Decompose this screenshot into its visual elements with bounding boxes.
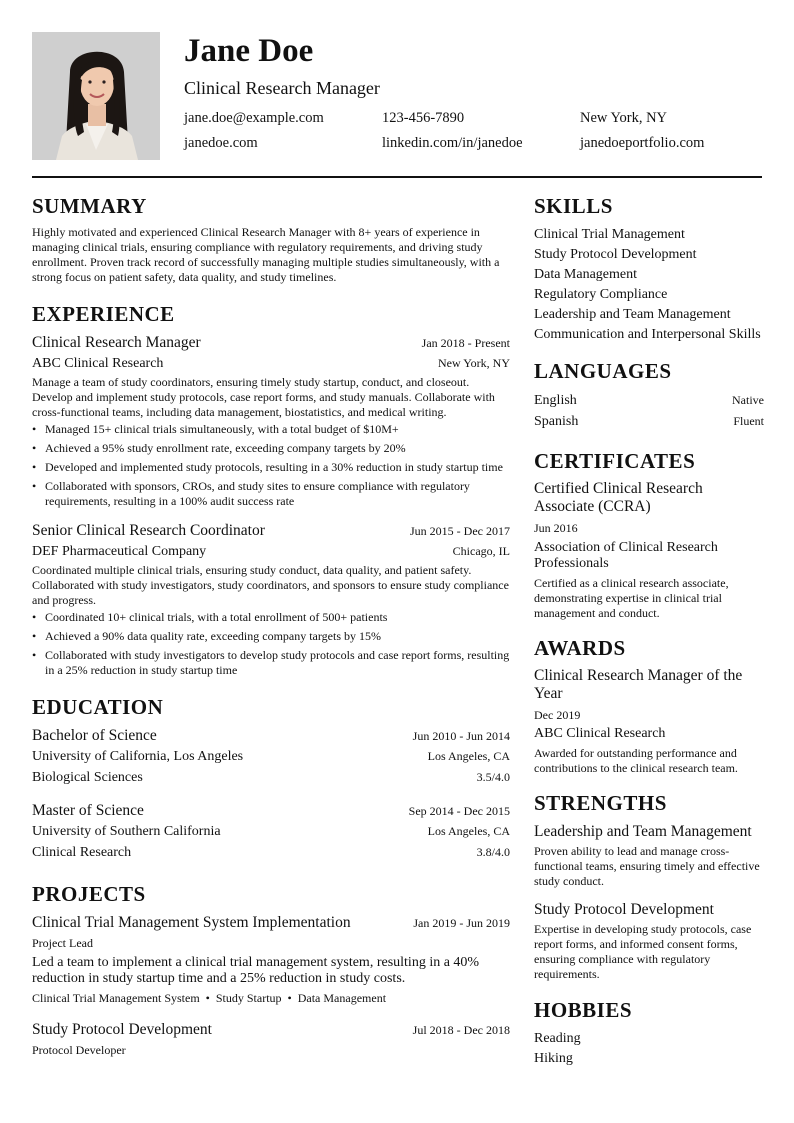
job-dates: Jan 2018 - Present [421, 336, 510, 350]
gpa: 3.8/4.0 [476, 845, 510, 859]
achievement-item: • Managed 15+ clinical trials simultaneously, with a total budget of $10M+ [32, 422, 510, 437]
project-tag: Clinical Trial Management System [32, 991, 200, 1005]
section-heading: AWARDS [534, 636, 626, 660]
field-of-study: Biological Sciences [32, 770, 143, 785]
certificate-description: Certified as a clinical research associate, demonstrating expertise in clinical trial management and conduct. [534, 576, 729, 620]
field-of-study: Clinical Research [32, 845, 132, 860]
project-tag: Data Management [297, 991, 387, 1005]
projects-section [32, 881, 510, 1058]
resume-header [32, 32, 762, 160]
job-description: Manage a team of study coordinators, ensuring timely study startup, conduct, and closeout. Develop and implement study protocols, case report forms, and study manuals. Collaborate with cross-functional teams, including data management, biostatistics, and medical writing. [32, 375, 495, 419]
achievement-item: • Achieved a 95% study enrollment rate, exceeding company targets by 20% [32, 441, 510, 456]
tag-separator: • [287, 991, 292, 1005]
certificate-date: Jun 2016 [534, 521, 578, 535]
language-level: Native [732, 393, 764, 407]
gpa: 3.5/4.0 [476, 770, 510, 784]
school-name: University of California, Los Angeles [32, 749, 244, 764]
language-name: Spanish [534, 414, 579, 429]
skill-item: Clinical Trial Management [534, 227, 685, 242]
certificate-name: Certified Clinical Research Associate (CCRA) [534, 480, 703, 515]
school-location: Los Angeles, CA [427, 749, 510, 763]
job-achievements [32, 610, 510, 678]
summary-text: Highly motivated and experienced Clinical Research Manager with 8+ years of experience in managing clinical trials, ensuring compliance with regulatory requirements, and driving study enrollment. Proven track record of successfully managing multiple studies simultaneously, with a strong focus on patient safety, data quality, and study timelines. [32, 225, 500, 284]
hobby-item: Hiking [534, 1051, 573, 1066]
strength-description: Expertise in developing study protocols, case report forms, and informed consent forms, ensuring compliance with regulatory requirements. [534, 922, 752, 981]
job-dates: Jun 2015 - Dec 2017 [410, 524, 510, 538]
language-level: Fluent [733, 414, 764, 428]
award-description: Awarded for outstanding performance and contributions to the clinical research team. [534, 746, 738, 775]
achievement-item: • Collaborated with study investigators to develop study protocols and case report forms, resulting in a 25% reduction in study startup time [32, 648, 510, 678]
project-dates: Jan 2019 - Jun 2019 [413, 916, 510, 930]
degree-name: Master of Science [32, 802, 144, 819]
strength-entry [534, 822, 764, 889]
strengths-section [534, 790, 764, 982]
job-entry [32, 333, 510, 509]
award-date: Dec 2019 [534, 708, 581, 722]
header-divider [32, 176, 762, 178]
hobbies-section [534, 997, 764, 1069]
contact-linkedin[interactable]: linkedin.com/in/janedoe [382, 135, 523, 151]
project-role: Protocol Developer [32, 1043, 126, 1057]
section-heading: SUMMARY [32, 194, 147, 218]
hobby-item: Reading [534, 1031, 581, 1046]
section-heading: HOBBIES [534, 998, 633, 1022]
skill-item: Communication and Interpersonal Skills [534, 327, 761, 342]
job-company: ABC Clinical Research [32, 356, 164, 371]
strength-description: Proven ability to lead and manage cross-functional teams, ensuring timely and effective study conduct. [534, 844, 760, 888]
project-name: Clinical Trial Management System Implementation [32, 914, 351, 931]
contact-phone[interactable]: 123-456-7890 [382, 110, 465, 126]
section-heading: CERTIFICATES [534, 449, 696, 473]
skill-item: Leadership and Team Management [534, 307, 731, 322]
strength-name: Study Protocol Development [534, 901, 714, 918]
project-name: Study Protocol Development [32, 1021, 212, 1038]
tag-separator: • [205, 991, 210, 1005]
job-role: Senior Clinical Research Coordinator [32, 522, 265, 539]
achievement-item: • Coordinated 10+ clinical trials, with a total enrollment of 500+ patients [32, 610, 510, 625]
job-description: Coordinated multiple clinical trials, ensuring study conduct, data quality, and patient safety. Collaborated with study investigators, study coordinators, and sponsors to ensure study compliance and progress. [32, 563, 509, 607]
skill-item: Data Management [534, 267, 638, 282]
job-achievements [32, 422, 510, 509]
job-location: New York, NY [437, 356, 510, 370]
strength-name: Leadership and Team Management [534, 823, 752, 840]
experience-section [32, 301, 510, 678]
project-dates: Jul 2018 - Dec 2018 [412, 1023, 510, 1037]
education-dates: Jun 2010 - Jun 2014 [412, 729, 510, 743]
summary-section [32, 193, 510, 285]
candidate-title: Clinical Research Manager [184, 78, 380, 98]
education-entry [32, 801, 510, 863]
skills-section [534, 193, 764, 345]
languages-section [534, 358, 764, 432]
school-location: Los Angeles, CA [427, 824, 510, 838]
job-location: Chicago, IL [452, 544, 510, 558]
project-role: Project Lead [32, 936, 93, 950]
section-heading: EDUCATION [32, 695, 164, 719]
strength-entry [534, 900, 764, 982]
language-name: English [534, 393, 577, 408]
section-heading: STRENGTHS [534, 791, 667, 815]
project-description: Led a team to implement a clinical trial management system, resulting in a 40% reduction in study startup time and a 25% reduction in study costs. [32, 955, 480, 986]
project-tag: Study Startup [215, 991, 282, 1005]
project-entry [32, 913, 510, 1006]
section-heading: SKILLS [534, 194, 613, 218]
job-company: DEF Pharmaceutical Company [32, 544, 207, 559]
section-heading: EXPERIENCE [32, 302, 175, 326]
section-heading: LANGUAGES [534, 359, 672, 383]
education-entry [32, 726, 510, 788]
achievement-item: • Achieved a 90% data quality rate, exceeding company targets by 15% [32, 629, 510, 644]
certificate-issuer: Association of Clinical Research Professionals [534, 540, 718, 571]
contact-location: New York, NY [580, 110, 668, 126]
right-column [534, 193, 764, 1069]
awards-section [534, 635, 764, 776]
contact-website[interactable]: janedoe.com [184, 135, 258, 151]
contact-email[interactable]: jane.doe@example.com [184, 110, 324, 126]
job-role: Clinical Research Manager [32, 334, 201, 351]
skill-item: Regulatory Compliance [534, 287, 668, 302]
profile-photo-illustration [32, 32, 160, 160]
left-column [32, 193, 510, 1058]
project-entry [32, 1020, 510, 1058]
school-name: University of Southern California [32, 824, 221, 839]
degree-name: Bachelor of Science [32, 727, 157, 744]
skill-item: Study Protocol Development [534, 247, 697, 262]
education-section [32, 694, 510, 863]
achievement-item: • Developed and implemented study protocols, resulting in a 30% reduction in study startup time [32, 460, 510, 475]
award-issuer: ABC Clinical Research [534, 726, 666, 741]
contact-portfolio[interactable]: janedoeportfolio.com [580, 135, 705, 151]
award-name: Clinical Research Manager of the Year [534, 667, 743, 702]
candidate-name: Jane Doe [184, 33, 314, 69]
education-dates: Sep 2014 - Dec 2015 [408, 804, 510, 818]
section-heading: PROJECTS [32, 882, 146, 906]
profile-photo [32, 32, 160, 160]
job-entry [32, 521, 510, 678]
achievement-item: • Collaborated with sponsors, CROs, and study sites to ensure compliance with regulatory requirements, resulting in a 100% audit success rate [32, 479, 510, 509]
certificates-section [534, 448, 764, 621]
project-tags [32, 990, 510, 1006]
